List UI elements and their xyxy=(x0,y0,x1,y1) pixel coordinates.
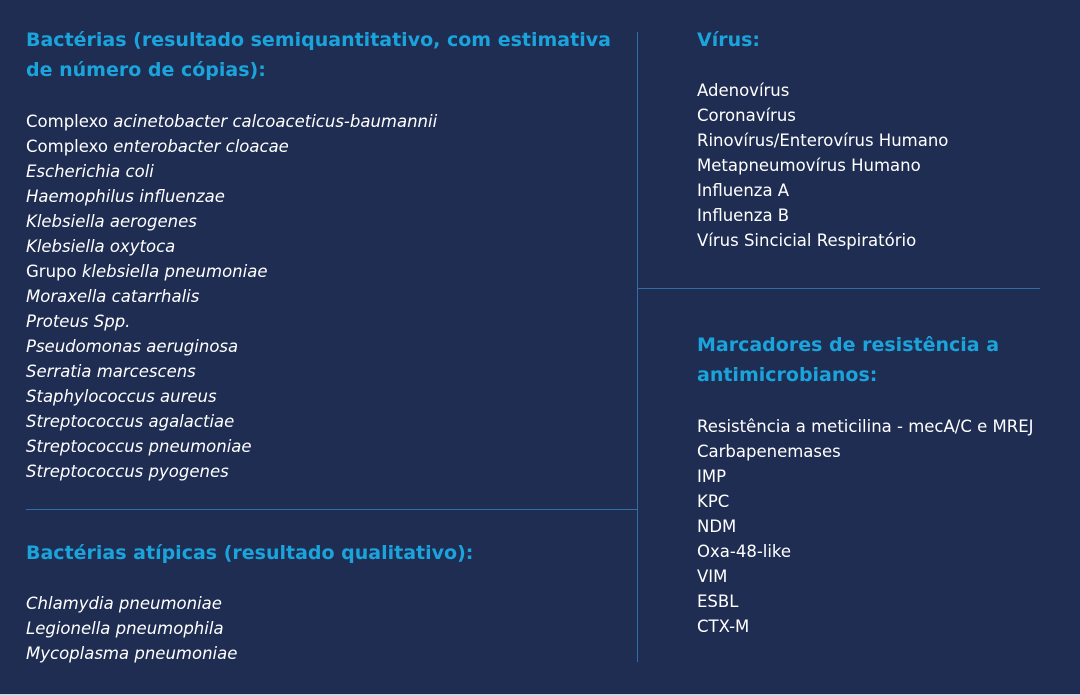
bacteria-item xyxy=(26,459,437,484)
bacteria-item xyxy=(26,334,437,359)
virus-item: Adenovírus xyxy=(697,81,790,100)
bacterias-heading-line2: de número de cópias): xyxy=(26,59,266,81)
virus-heading: Vírus: xyxy=(697,29,761,51)
virus-item: Coronavírus xyxy=(697,106,796,125)
bacteria-name: klebsiella pneumoniae xyxy=(81,262,268,281)
bacteria-item xyxy=(26,309,437,334)
marcadores-heading-line2: antimicrobianos: xyxy=(697,364,878,386)
atipicas-list xyxy=(26,591,237,666)
virus-item: Influenza A xyxy=(697,181,790,200)
bacteria-name: Klebsiella aerogenes xyxy=(26,212,197,231)
bacteria-name: Proteus Spp. xyxy=(26,312,131,331)
bacteria-item xyxy=(26,409,437,434)
marcadores-heading-line1: Marcadores de resistência a xyxy=(697,334,1000,356)
bacteria-name: acinetobacter calcoaceticus-baumannii xyxy=(113,112,438,131)
bacteria-name: Klebsiella oxytoca xyxy=(26,237,176,256)
virus-item: Metapneumovírus Humano xyxy=(697,156,921,175)
bacteria-item xyxy=(26,159,437,184)
bacteria-name: Staphylococcus aureus xyxy=(26,387,217,406)
marcador-item: Carbapenemases xyxy=(697,442,841,461)
bacteria-prefix: Complexo xyxy=(26,137,114,156)
bacteria-item xyxy=(26,284,437,309)
marcador-item: KPC xyxy=(697,492,730,511)
left-horizontal-divider xyxy=(26,509,637,510)
atipica-item: Chlamydia pneumoniae xyxy=(26,594,222,613)
bacteria-item xyxy=(26,134,437,159)
bacteria-item xyxy=(26,109,437,134)
bacteria-item xyxy=(26,434,437,459)
bacteria-item xyxy=(26,209,437,234)
atipicas-heading: Bactérias atípicas (resultado qualitativo): xyxy=(26,542,474,564)
marcador-item: NDM xyxy=(697,517,737,536)
bacteria-name: Streptococcus agalactiae xyxy=(26,412,235,431)
bacteria-name: Escherichia coli xyxy=(26,162,154,181)
bacteria-name: Haemophilus influenzae xyxy=(26,187,225,206)
atipica-item: Legionella pneumophila xyxy=(26,619,224,638)
bacteria-item xyxy=(26,384,437,409)
bacterias-list xyxy=(26,109,437,484)
right-horizontal-divider xyxy=(638,288,1040,289)
vertical-divider xyxy=(637,32,638,662)
bacterias-heading-line1: Bactérias (resultado semiquantitativo, com estimativa xyxy=(26,29,611,51)
bacteria-item xyxy=(26,259,437,284)
virus-item: Influenza B xyxy=(697,206,790,225)
bacteria-item xyxy=(26,234,437,259)
bacteria-name: Streptococcus pneumoniae xyxy=(26,437,252,456)
bacteria-name: Serratia marcescens xyxy=(26,362,196,381)
virus-list xyxy=(697,78,948,253)
bacteria-item xyxy=(26,359,437,384)
marcadores-heading xyxy=(697,330,1067,390)
bacteria-item xyxy=(26,184,437,209)
bacterias-heading xyxy=(26,25,626,85)
marcadores-list xyxy=(697,414,1034,639)
bacteria-name: enterobacter cloacae xyxy=(113,137,289,156)
bacteria-name: Pseudomonas aeruginosa xyxy=(26,337,239,356)
virus-item: Vírus Sincicial Respiratório xyxy=(697,231,917,250)
marcador-item: Oxa-48-like xyxy=(697,542,792,561)
marcador-item: Resistência a meticilina - mecA/C e MREJ xyxy=(697,417,1034,436)
marcador-item: VIM xyxy=(697,567,728,586)
virus-item: Rinovírus/Enterovírus Humano xyxy=(697,131,949,150)
marcador-item: ESBL xyxy=(697,592,739,611)
bacteria-prefix: Complexo xyxy=(26,112,114,131)
marcador-item: CTX-M xyxy=(697,617,750,636)
bacteria-name: Streptococcus pyogenes xyxy=(26,462,229,481)
bacteria-prefix: Grupo xyxy=(26,262,82,281)
marcador-item: IMP xyxy=(697,467,727,486)
atipica-item: Mycoplasma pneumoniae xyxy=(26,644,238,663)
bacteria-name: Moraxella catarrhalis xyxy=(26,287,200,306)
